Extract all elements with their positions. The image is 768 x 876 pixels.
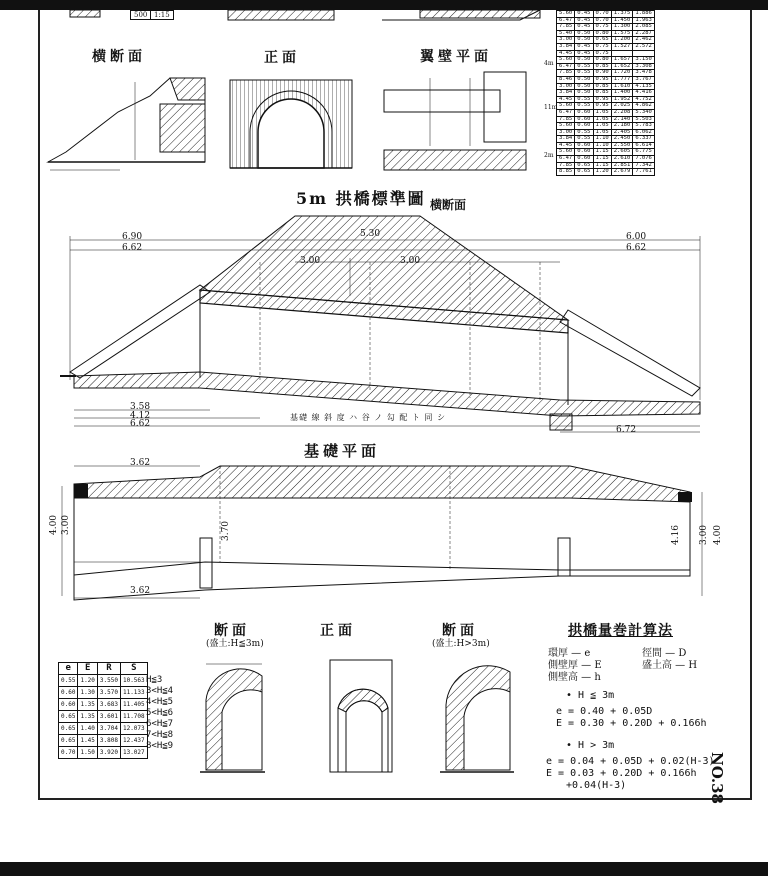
ref-cell: 0.80: [593, 30, 611, 37]
ref-cell: 1.15: [593, 162, 611, 169]
ref-cell: 2.405: [611, 129, 633, 136]
ref-cell: 0.60: [575, 156, 593, 163]
ref-cell: 4.862: [633, 103, 655, 110]
legend-fill-height: 盛土高 — H: [642, 660, 698, 671]
er-cell: 13.027: [120, 747, 147, 759]
ref-cell: 0.55: [575, 136, 593, 143]
bottom-front-title: 正面: [320, 623, 356, 639]
h-range-label: H≦3: [146, 675, 163, 685]
ref-cell: 0.75: [593, 43, 611, 50]
er-cell: 3.601: [97, 711, 120, 723]
top-cross-section-title: 横断面: [92, 49, 146, 65]
ref-cell: 6.47: [557, 63, 575, 70]
ref-cell: 3.00: [557, 37, 575, 44]
dim-bottom-4: 6.72: [616, 425, 637, 435]
ref-cell: 2.610: [611, 156, 633, 163]
ref-cell: 5.60: [557, 149, 575, 156]
ref-cell: 8.85: [557, 169, 575, 176]
ref-cell: 2.287: [633, 30, 655, 37]
main-title: 5m 拱橋標準圖: [296, 189, 426, 208]
top-front-title: 正面: [264, 50, 300, 66]
er-header: R: [97, 663, 120, 675]
ref-cell: 7.076: [633, 156, 655, 163]
ref-cell: 1.05: [593, 123, 611, 130]
ref-cell: 1.05: [593, 109, 611, 116]
ref-cell: 2.025: [611, 103, 633, 110]
ref-cell: 3.478: [633, 70, 655, 77]
ref-cell: 1.10: [593, 142, 611, 149]
ref-cell: 0.65: [593, 37, 611, 44]
scan-bottom-edge: [0, 862, 768, 876]
drawing-number: NO.38: [708, 752, 726, 804]
ref-cell: 1.375: [611, 11, 633, 18]
er-cell: 1.35: [78, 699, 97, 711]
er-cell: 3.808: [97, 735, 120, 747]
ref-cell: 0.50: [575, 76, 593, 83]
er-cell: 3.550: [97, 675, 120, 687]
er-cell: 10.563: [120, 675, 147, 687]
er-cell: 3.704: [97, 723, 120, 735]
er-cell: 11.708: [120, 711, 147, 723]
legend-span: 徑間 — D: [642, 648, 687, 659]
ref-cell: 2.572: [633, 43, 655, 50]
ref-cell: 3.308: [633, 63, 655, 70]
foundation-dim-left-1: 4.00: [49, 514, 60, 536]
ref-cell: 2.851: [611, 162, 633, 169]
ref-cell: 0.45: [575, 11, 593, 18]
er-cell: 1.30: [78, 687, 97, 699]
case2-E-formula-cont: +0.04(H-3): [566, 780, 627, 791]
ref-cell: 0.80: [593, 57, 611, 64]
ref-cell: 2.180: [611, 123, 633, 130]
dim-inner-left: 3.00: [300, 256, 321, 266]
ref-cell: 3.150: [633, 57, 655, 64]
ref-cell: 3.84: [557, 90, 575, 97]
case1-e-formula: e = 0.40 + 0.05D: [556, 706, 653, 717]
ref-cell: 7.761: [633, 169, 655, 176]
table-row: [59, 687, 148, 699]
er-header: S: [120, 663, 147, 675]
table-row: [59, 735, 148, 747]
ref-cell: 6.614: [633, 142, 655, 149]
h-range-label: 7<H≦8: [146, 730, 174, 740]
ref-cell: 0.60: [575, 123, 593, 130]
legend-side-wall: 側壁厚 — E: [548, 660, 602, 671]
top-wing-plan-title: 翼壁平面: [420, 49, 492, 65]
foundation-dim-center: 3.70: [221, 520, 232, 542]
table-row: [59, 723, 148, 735]
ref-cell: 1.15: [593, 149, 611, 156]
ref-cell: 3.84: [557, 43, 575, 50]
ref-cell: 1.300: [611, 24, 633, 31]
ref-cell: 1.952: [611, 96, 633, 103]
ref-cell: 0.65: [575, 162, 593, 169]
ref-cell: 0.45: [575, 17, 593, 24]
er-cell: 12.437: [120, 735, 147, 747]
ref-cell: 1.886: [633, 11, 655, 18]
ref-cell: 5.340: [633, 109, 655, 116]
ref-cell: 3.767: [633, 76, 655, 83]
dim-right-outer: 6.00: [626, 232, 647, 242]
foundation-dim-right-3: 4.00: [713, 524, 724, 546]
ref-cell: 1.527: [611, 43, 633, 50]
small-wing-plan-drawing: [384, 72, 526, 170]
ref-cell: 1.05: [593, 129, 611, 136]
case1-E-formula: E = 0.30 + 0.20D + 0.166h: [556, 718, 707, 729]
ref-cell: 4.45: [557, 50, 575, 57]
ref-cell: 4.45: [557, 96, 575, 103]
er-cell: 12.073: [120, 723, 147, 735]
table-row: [557, 109, 655, 116]
ref-cell: 0.85: [593, 83, 611, 90]
foundation-dim-left-2: 3.00: [61, 514, 72, 536]
ref-cell: 1.963: [633, 17, 655, 24]
ref-cell: 4.135: [633, 83, 655, 90]
table-row: [59, 747, 148, 759]
er-cell: 0.65: [59, 735, 78, 747]
ref-cell: 1.652: [611, 63, 633, 70]
dim-left-inner: 6.62: [122, 243, 143, 253]
foundation-dim-bottom: 3.62: [130, 586, 151, 596]
scale-box-b: 1:15: [150, 10, 174, 20]
ref-cell: 0.60: [575, 116, 593, 123]
ref-cell: 6.775: [633, 149, 655, 156]
ref-cell: 0.50: [575, 30, 593, 37]
ref-cell: 0.50: [575, 83, 593, 90]
ref-cell: 5.60: [557, 103, 575, 110]
section-a-title: 断面: [214, 623, 250, 639]
ref-cell: 5.60: [557, 11, 575, 18]
ref-cell: 7.85: [557, 162, 575, 169]
foundation-plan-title: 基礎平面: [304, 442, 381, 460]
dim-inner-right: 3.00: [400, 256, 421, 266]
er-cell: 0.60: [59, 699, 78, 711]
section-b-note: (盛土:H>3m): [432, 639, 490, 649]
ref-cell: 0.70: [593, 17, 611, 24]
table-row: [59, 711, 148, 723]
ref-cell: 0.60: [575, 109, 593, 116]
h-range-label: 3<H≦4: [146, 686, 174, 696]
ref-cell: 7.85: [557, 116, 575, 123]
ref-cell: 1.20: [593, 169, 611, 176]
ref-cell: 2.550: [611, 142, 633, 149]
ref-cell: 0.55: [575, 63, 593, 70]
ref-side-mark: 4m: [544, 60, 554, 67]
ref-cell: 0.55: [575, 103, 593, 110]
ref-cell: 0.45: [575, 43, 593, 50]
ref-cell: 6.47: [557, 17, 575, 24]
ref-cell: 0.65: [575, 169, 593, 176]
section-a-note: (盛土:H≦3m): [206, 639, 264, 649]
ref-cell: 7.85: [557, 24, 575, 31]
er-cell: 0.60: [59, 687, 78, 699]
ref-cell: 6.062: [633, 129, 655, 136]
er-cell: 0.55: [59, 675, 78, 687]
ref-cell: 1.200: [611, 37, 633, 44]
foundation-dim-right-1: 4.16: [671, 524, 682, 546]
ref-cell: 0.95: [593, 96, 611, 103]
er-cell: 3.920: [97, 747, 120, 759]
table-row: [59, 675, 148, 687]
ref-cell: 1.720: [611, 70, 633, 77]
ref-cell: 1.575: [611, 30, 633, 37]
ref-side-mark: 11m: [544, 104, 558, 111]
er-cell: 11.405: [120, 699, 147, 711]
ref-cell: 2.140: [611, 116, 633, 123]
ref-cell: 7.85: [557, 70, 575, 77]
er-cell: 3.683: [97, 699, 120, 711]
table-row: [59, 699, 148, 711]
dim-top-width: 5.30: [360, 229, 381, 239]
h-range-label: 6<H≦7: [146, 719, 174, 729]
main-subtitle: 横断面: [430, 198, 467, 212]
section-b-drawing: [440, 666, 514, 772]
main-cross-section-drawing: [60, 216, 700, 432]
ref-cell: 0.60: [575, 149, 593, 156]
ref-cell: 1.10: [593, 136, 611, 143]
case1-label: • H ≦ 3m: [566, 690, 615, 701]
dim-left-outer: 6.90: [122, 232, 143, 242]
small-front-elevation-drawing: [230, 80, 352, 168]
h-range-list: [146, 675, 173, 752]
ref-cell: 5.60: [557, 123, 575, 130]
scale-box-a: 500: [130, 10, 151, 20]
ref-cell: 0.85: [593, 63, 611, 70]
ref-cell: 0.50: [575, 57, 593, 64]
dim-right-inner: 6.62: [626, 243, 647, 253]
ref-cell: 0.90: [593, 70, 611, 77]
ref-cell: 2.605: [611, 149, 633, 156]
ref-cell: 0.45: [575, 50, 593, 57]
ref-cell: 5.40: [557, 30, 575, 37]
ref-cell: 4.416: [633, 90, 655, 97]
ref-cell: 1.777: [611, 76, 633, 83]
ref-cell: 1.05: [593, 116, 611, 123]
ref-cell: 0.70: [593, 11, 611, 18]
ref-cell: 4.752: [633, 96, 655, 103]
er-header: E: [78, 663, 97, 675]
case2-E-formula: E = 0.03 + 0.20D + 0.166h: [546, 768, 697, 779]
section-a-drawing: [200, 664, 265, 772]
ref-cell: 0.95: [593, 76, 611, 83]
case2-e-formula: e = 0.04 + 0.05D + 0.02(H-3): [546, 756, 715, 767]
ref-cell: 3.00: [557, 83, 575, 90]
h-range-label: 4<H≦5: [146, 697, 174, 707]
er-cell: 1.45: [78, 735, 97, 747]
reference-table: [556, 10, 655, 176]
ref-cell: 0.55: [575, 129, 593, 136]
ref-cell: 6.47: [557, 156, 575, 163]
er-cell: 0.65: [59, 711, 78, 723]
bottom-front-drawing: [330, 660, 392, 772]
ref-cell: 2.085: [633, 24, 655, 31]
ref-cell: 0.55: [575, 96, 593, 103]
dim-bottom-2: 4.12: [130, 411, 151, 421]
er-cell: 1.50: [78, 747, 97, 759]
ref-cell: 0.55: [575, 70, 593, 77]
calc-method-title: 拱橋量巻計算法: [568, 623, 673, 639]
ref-cell: 3.00: [557, 129, 575, 136]
ref-cell: 0.95: [593, 103, 611, 110]
ref-cell: 0.75: [593, 24, 611, 31]
er-cell: 1.20: [78, 675, 97, 687]
ref-cell: 1.610: [611, 83, 633, 90]
ref-cell: 6.337: [633, 136, 655, 143]
foundation-dim-right-2: 3.00: [699, 524, 710, 546]
ref-cell: 0.85: [593, 90, 611, 97]
er-table: [58, 662, 148, 759]
ref-cell: 5.60: [557, 57, 575, 64]
ref-cell: 8.46: [557, 76, 575, 83]
er-cell: 0.65: [59, 723, 78, 735]
ref-cell: 2.208: [611, 109, 633, 116]
ref-cell: 1.400: [611, 90, 633, 97]
ref-cell: 0.50: [575, 37, 593, 44]
er-cell: 3.570: [97, 687, 120, 699]
slope-note: 基礎 線 斜 度 ハ 谷 ノ 勾 配 ト 同 シ: [290, 413, 446, 422]
table-row: [557, 169, 655, 176]
ref-cell: 4.45: [557, 142, 575, 149]
foundation-plan-drawing: [62, 466, 702, 600]
ref-cell: 6.47: [557, 109, 575, 116]
h-range-label: 8<H≦9: [146, 741, 174, 751]
ref-cell: 5.503: [633, 116, 655, 123]
er-cell: 1.35: [78, 711, 97, 723]
legend-arch-thickness: 環厚 — e: [548, 648, 591, 659]
ref-side-mark: 2m: [544, 152, 554, 159]
case2-label: • H > 3m: [566, 740, 615, 751]
ref-cell: 0.75: [593, 50, 611, 57]
ref-cell: 1.657: [611, 57, 633, 64]
small-cross-section-drawing: [48, 78, 205, 170]
section-b-title: 断面: [442, 623, 478, 639]
ref-cell: 3.84: [557, 136, 575, 143]
ref-cell: 1.15: [593, 156, 611, 163]
ref-cell: 7.342: [633, 162, 655, 169]
ref-cell: 2.450: [611, 136, 633, 143]
ref-cell: 2.679: [611, 169, 633, 176]
ref-cell: 0.60: [575, 142, 593, 149]
ref-cell: 5.783: [633, 123, 655, 130]
dim-bottom-3: 6.62: [130, 419, 151, 429]
ref-cell: 0.50: [575, 90, 593, 97]
ref-cell: 2.462: [633, 37, 655, 44]
foundation-dim-top: 3.62: [130, 458, 151, 468]
er-header: e: [59, 663, 78, 675]
dim-bottom-1: 3.58: [130, 402, 151, 412]
ref-cell: 0.45: [575, 24, 593, 31]
er-cell: 0.70: [59, 747, 78, 759]
legend-side-wall-height: 側壁高 — h: [548, 672, 601, 683]
er-cell: 11.133: [120, 687, 147, 699]
er-cell: 1.40: [78, 723, 97, 735]
h-range-label: 5<H≦6: [146, 708, 174, 718]
ref-cell: 1.450: [611, 17, 633, 24]
